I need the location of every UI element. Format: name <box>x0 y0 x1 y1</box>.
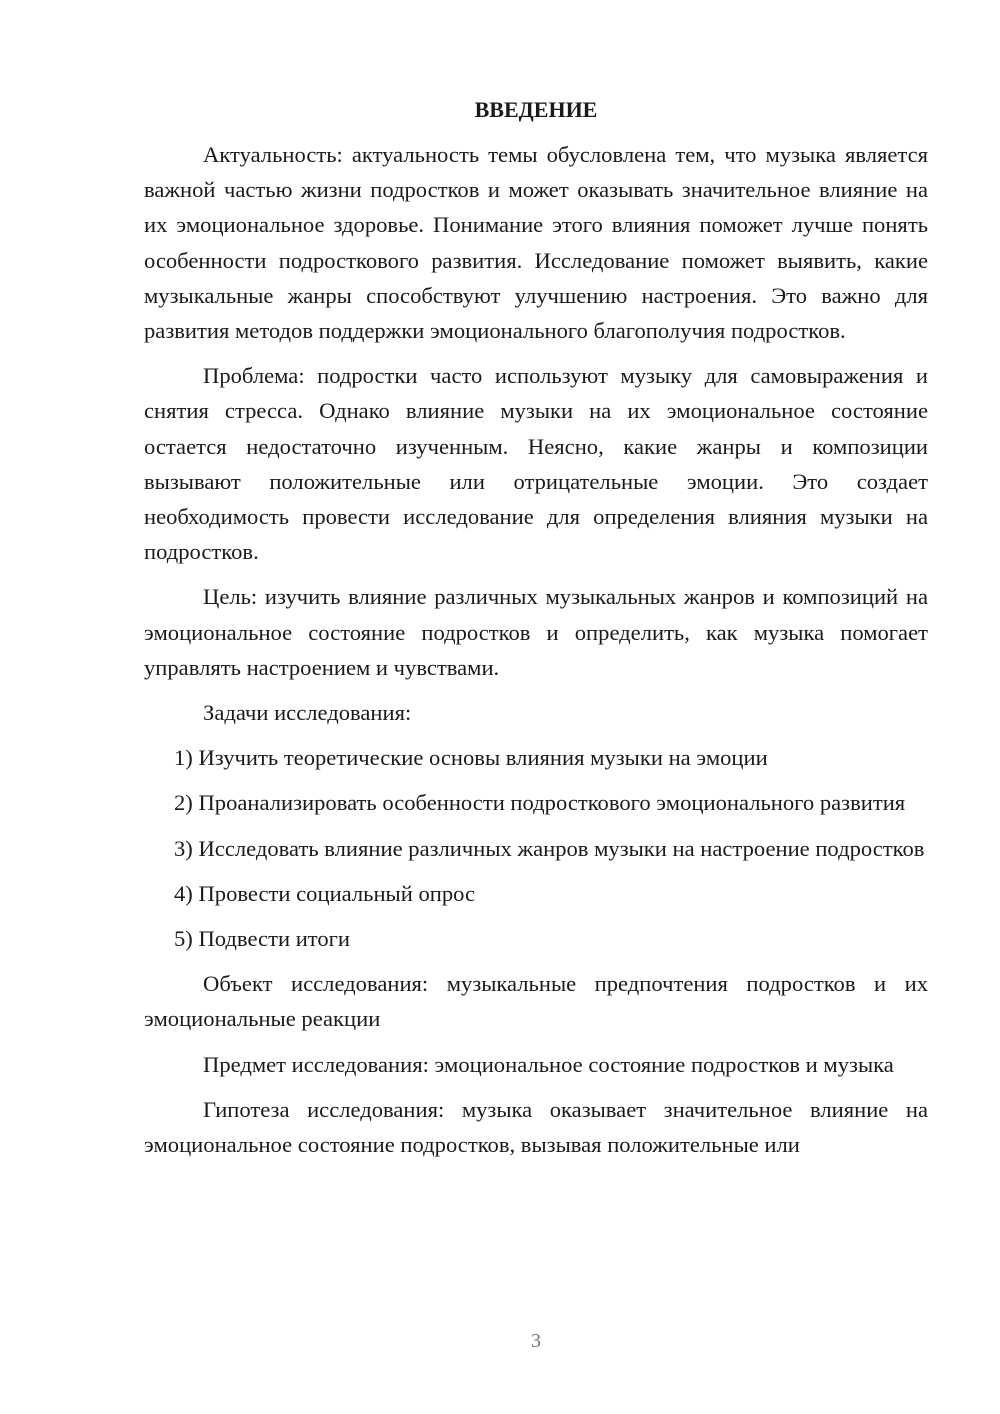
subject-paragraph: Предмет исследования: эмоциональное состояние подростков и музыка <box>203 1051 894 1077</box>
page-number: 3 <box>531 1330 541 1352</box>
goal-paragraph: Цель: изучить влияние различных музыкальных жанров и композиций на эмоциональное состояние подростков и определить, как музыка помогает управлять настроением и чувствами. <box>144 584 928 680</box>
task-item-5: 5) Подвести итоги <box>174 926 351 952</box>
task-item-1: 1) Изучить теоретические основы влияния музыки на эмоции <box>174 745 768 771</box>
task-item-4: 4) Провести социальный опрос <box>174 880 476 906</box>
section-title: ВВЕДЕНИЕ <box>474 97 598 122</box>
problem-paragraph: Проблема: подростки часто используют музыку для самовыражения и снятия стресса. Однако влияние музыки на их эмоциональное состояние остается недостаточно изученным. Неясно, какие жанры и композиции вызывают положительные или отрицательные эмоции. Это создает необходимость провести исследование для определения влияния музыки на подростков. <box>144 363 928 565</box>
tasks-heading: Задачи исследования: <box>203 700 412 726</box>
document-page <box>144 92 928 1172</box>
object-paragraph: Объект исследования: музыкальные предпочтения подростков и их эмоциональные реакции <box>144 971 928 1032</box>
hypothesis-paragraph: Гипотеза исследования: музыка оказывает значительное влияние на эмоциональное состояние подростков, вызывая положительные или <box>144 1096 928 1158</box>
task-item-3: 3) Исследовать влияние различных жанров музыки на настроение подростков <box>174 835 925 861</box>
task-item-2: 2) Проанализировать особенности подросткового эмоционального развития <box>174 790 906 816</box>
relevance-paragraph: Актуальность: актуальность темы обусловлена тем, что музыка является важной частью жизни подростков и может оказывать значительное влияние на их эмоциональное здоровье. Понимание этого влияния поможет лучше понять особенности подросткового развития. Исследование поможет выявить, какие музыкальные жанры способствуют улучшению настроения. Это важно для развития методов поддержки эмоционального благополучия подростков. <box>144 142 928 344</box>
